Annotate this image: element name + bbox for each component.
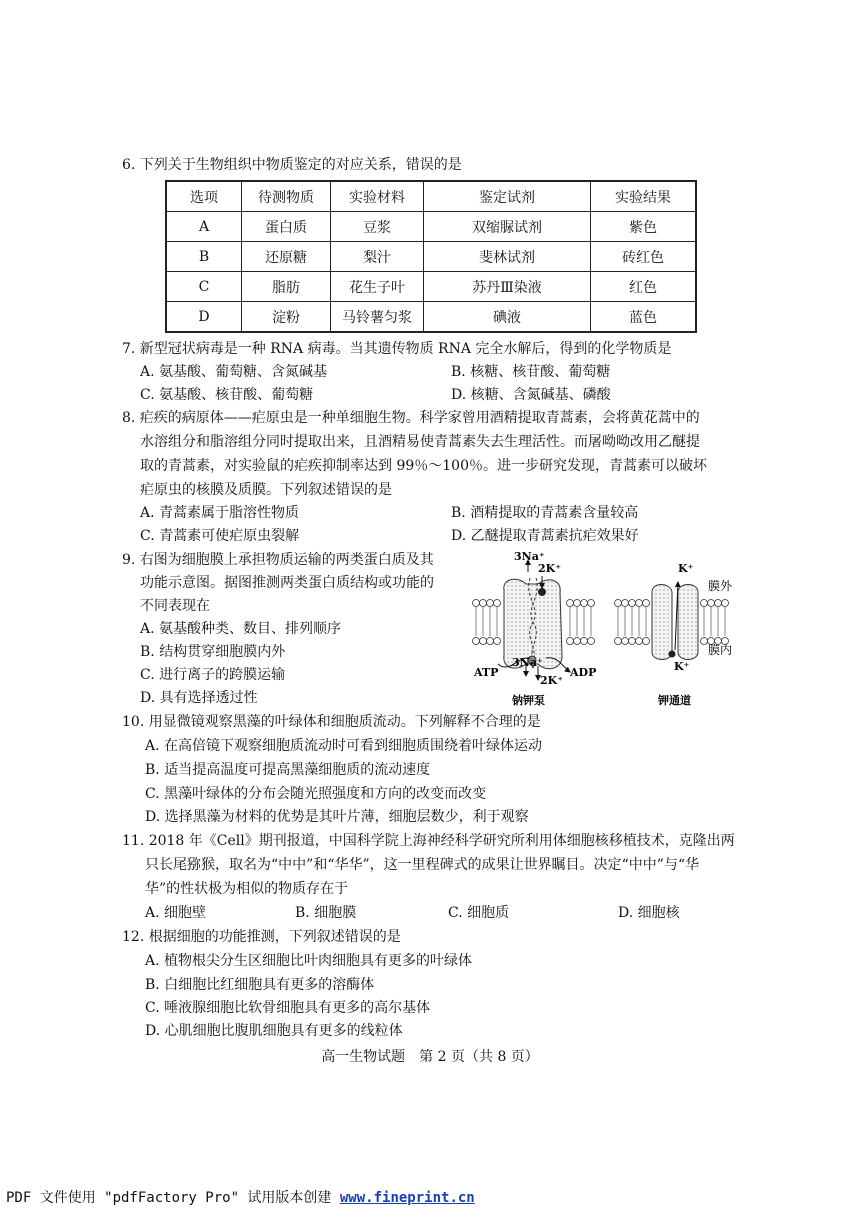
q12-option-c: C. 唾液腺细胞比软骨细胞具有更多的高尔基体 bbox=[145, 1000, 431, 1016]
pdf-creator-note bbox=[6, 1187, 475, 1207]
q8-stem-line: 疟原虫的核膜及质膜。下列叙述错误的是 bbox=[140, 482, 392, 498]
table-cell: 斐林试剂 bbox=[424, 242, 591, 272]
q11-option-b: B. 细胞膜 bbox=[295, 905, 357, 921]
q9-stem-line: 功能示意图。据图推测两类蛋白质结构或功能的 bbox=[140, 575, 434, 591]
table-cell: 苏丹Ⅲ染液 bbox=[424, 272, 591, 302]
table-row bbox=[166, 272, 696, 302]
table-cell: 蛋白质 bbox=[242, 212, 331, 242]
atp-label: ATP bbox=[474, 666, 499, 679]
q9-option-c: C. 进行离子的跨膜运输 bbox=[140, 667, 286, 683]
pump-k-top-label: 2K⁺ bbox=[538, 562, 562, 575]
channel-k-top-label: K⁺ bbox=[678, 562, 694, 575]
q8-option-b: B. 酒精提取的青蒿素含量较高 bbox=[451, 505, 639, 521]
q9-option-a: A. 氨基酸种类、数目、排列顺序 bbox=[140, 621, 342, 637]
table-cell: 红色 bbox=[591, 272, 697, 302]
pdf-note-text: PDF 文件使用 "pdfFactory Pro" 试用版本创建 bbox=[6, 1190, 340, 1206]
fineprint-link[interactable]: www.fineprint.cn bbox=[339, 1190, 475, 1206]
q11-option-a: A. 细胞壁 bbox=[145, 905, 207, 921]
q8-option-c: C. 青蒿素可使疟原虫裂解 bbox=[140, 528, 300, 544]
q12-option-a: A. 植物根尖分生区细胞比叶肉细胞具有更多的叶绿体 bbox=[145, 953, 473, 969]
q8-stem-line: 8. 疟疾的病原体——疟原虫是一种单细胞生物。科学家曾用酒精提取青蒿素，会将黄花蒿中的 bbox=[122, 410, 700, 426]
q10-option-c: C. 黑藻叶绿体的分布会随光照强度和方向的改变而改变 bbox=[145, 786, 487, 802]
q11-stem-line: 11. 2018 年《Cell》期刊报道，中国科学院上海神经科学研究所利用体细胞核移植技术，克隆出两 bbox=[122, 833, 735, 849]
q11-stem-line: 只长尾猕猴，取名为“中中”和“华华”，这一里程碑式的成果让世界瞩目。决定“中中”与“华 bbox=[145, 857, 700, 873]
table-cell: 马铃薯匀浆 bbox=[331, 302, 424, 333]
table-header: 实验材料 bbox=[331, 181, 424, 212]
table-cell: 双缩脲试剂 bbox=[424, 212, 591, 242]
q7-option-d: D. 核糖、含氮碱基、磷酸 bbox=[451, 387, 611, 403]
q10-stem: 10. 用显微镜观察黑藻的叶绿体和细胞质流动。下列解释不合理的是 bbox=[122, 714, 541, 730]
table-row bbox=[166, 242, 696, 272]
table-cell: 蓝色 bbox=[591, 302, 697, 333]
table-header: 实验结果 bbox=[591, 181, 697, 212]
q10-option-a: A. 在高倍镜下观察细胞质流动时可看到细胞质围绕着叶绿体运动 bbox=[145, 738, 543, 754]
q12-stem: 12. 根据细胞的功能推测，下列叙述错误的是 bbox=[122, 929, 401, 945]
table-header-row bbox=[166, 181, 696, 212]
q7-option-a: A. 氨基酸、葡萄糖、含氮碱基 bbox=[140, 364, 328, 380]
q8-option-a: A. 青蒿素属于脂溶性物质 bbox=[140, 505, 300, 521]
q9-option-b: B. 结构贯穿细胞膜内外 bbox=[140, 644, 286, 660]
q10-option-d: D. 选择黑藻为材料的优势是其叶片薄，细胞层数少，利于观察 bbox=[145, 809, 529, 825]
table-cell: 脂肪 bbox=[242, 272, 331, 302]
q12-option-d: D. 心肌细胞比腹肌细胞具有更多的线粒体 bbox=[145, 1023, 403, 1039]
pump-na-top-label: 3Na⁺ bbox=[514, 550, 545, 563]
membrane-transport-diagram bbox=[466, 548, 756, 710]
channel-caption: 钾通道 bbox=[658, 694, 691, 707]
table-header: 待测物质 bbox=[242, 181, 331, 212]
q8-option-d: D. 乙醚提取青蒿素抗疟效果好 bbox=[451, 528, 639, 544]
table-row bbox=[166, 302, 696, 333]
table-cell: 碘液 bbox=[424, 302, 591, 333]
adp-label: ADP bbox=[570, 666, 597, 679]
channel-k-bottom-label: K⁺ bbox=[674, 660, 690, 673]
q12-option-b: B. 白细胞比红细胞具有更多的溶酶体 bbox=[145, 977, 375, 993]
inside-label: 膜内 bbox=[708, 643, 733, 657]
q8-stem-line: 水溶组分和脂溶组分同时提取出来，且酒精易使青蒿素失去生理活性。而屠呦呦改用乙醚提 bbox=[140, 434, 700, 450]
table-cell: 淀粉 bbox=[242, 302, 331, 333]
q6-stem: 6. 下列关于生物组织中物质鉴定的对应关系，错误的是 bbox=[122, 157, 462, 173]
table-cell: A bbox=[166, 212, 242, 242]
table-cell: D bbox=[166, 302, 242, 333]
q10-option-b: B. 适当提高温度可提高黑藻细胞质的流动速度 bbox=[145, 762, 431, 778]
q7-option-b: B. 核糖、核苷酸、葡萄糖 bbox=[451, 364, 611, 380]
table-header: 选项 bbox=[166, 181, 242, 212]
page-footer: 高一生物试题 第 2 页（共 8 页） bbox=[321, 1049, 539, 1065]
pump-caption: 钠钾泵 bbox=[512, 694, 545, 707]
table-header: 鉴定试剂 bbox=[424, 181, 591, 212]
table-cell: 紫色 bbox=[591, 212, 697, 242]
table-cell: 还原糖 bbox=[242, 242, 331, 272]
q9-option-d: D. 具有选择透过性 bbox=[140, 690, 258, 706]
table-cell: C bbox=[166, 272, 242, 302]
q6-table bbox=[165, 180, 697, 333]
table-cell: 砖红色 bbox=[591, 242, 697, 272]
q7-option-c: C. 氨基酸、核苷酸、葡萄糖 bbox=[140, 387, 314, 403]
table-row bbox=[166, 212, 696, 242]
q8-stem-line: 取的青蒿素，对实验鼠的疟疾抑制率达到 99％～100％。进一步研究发现，青蒿素可以破坏 bbox=[140, 458, 707, 474]
q9-stem-line: 不同表现在 bbox=[140, 598, 210, 614]
q11-option-c: C. 细胞质 bbox=[448, 905, 510, 921]
q9-stem-line: 9. 右图为细胞膜上承担物质运输的两类蛋白质及其 bbox=[122, 552, 434, 568]
q7-stem: 7. 新型冠状病毒是一种 RNA 病毒。当其遗传物质 RNA 完全水解后，得到的化学物质是 bbox=[122, 341, 672, 357]
table-cell: B bbox=[166, 242, 242, 272]
outside-label: 膜外 bbox=[708, 579, 733, 593]
table-cell: 豆浆 bbox=[331, 212, 424, 242]
pump-na-bottom-label: 3Na⁺ bbox=[512, 656, 543, 669]
q11-option-d: D. 细胞核 bbox=[618, 905, 680, 921]
table-cell: 梨汁 bbox=[331, 242, 424, 272]
table-cell: 花生子叶 bbox=[331, 272, 424, 302]
q11-stem-line: 华”的性状极为相似的物质存在于 bbox=[145, 881, 349, 897]
pump-k-bottom-label: 2K⁺ bbox=[540, 674, 564, 687]
